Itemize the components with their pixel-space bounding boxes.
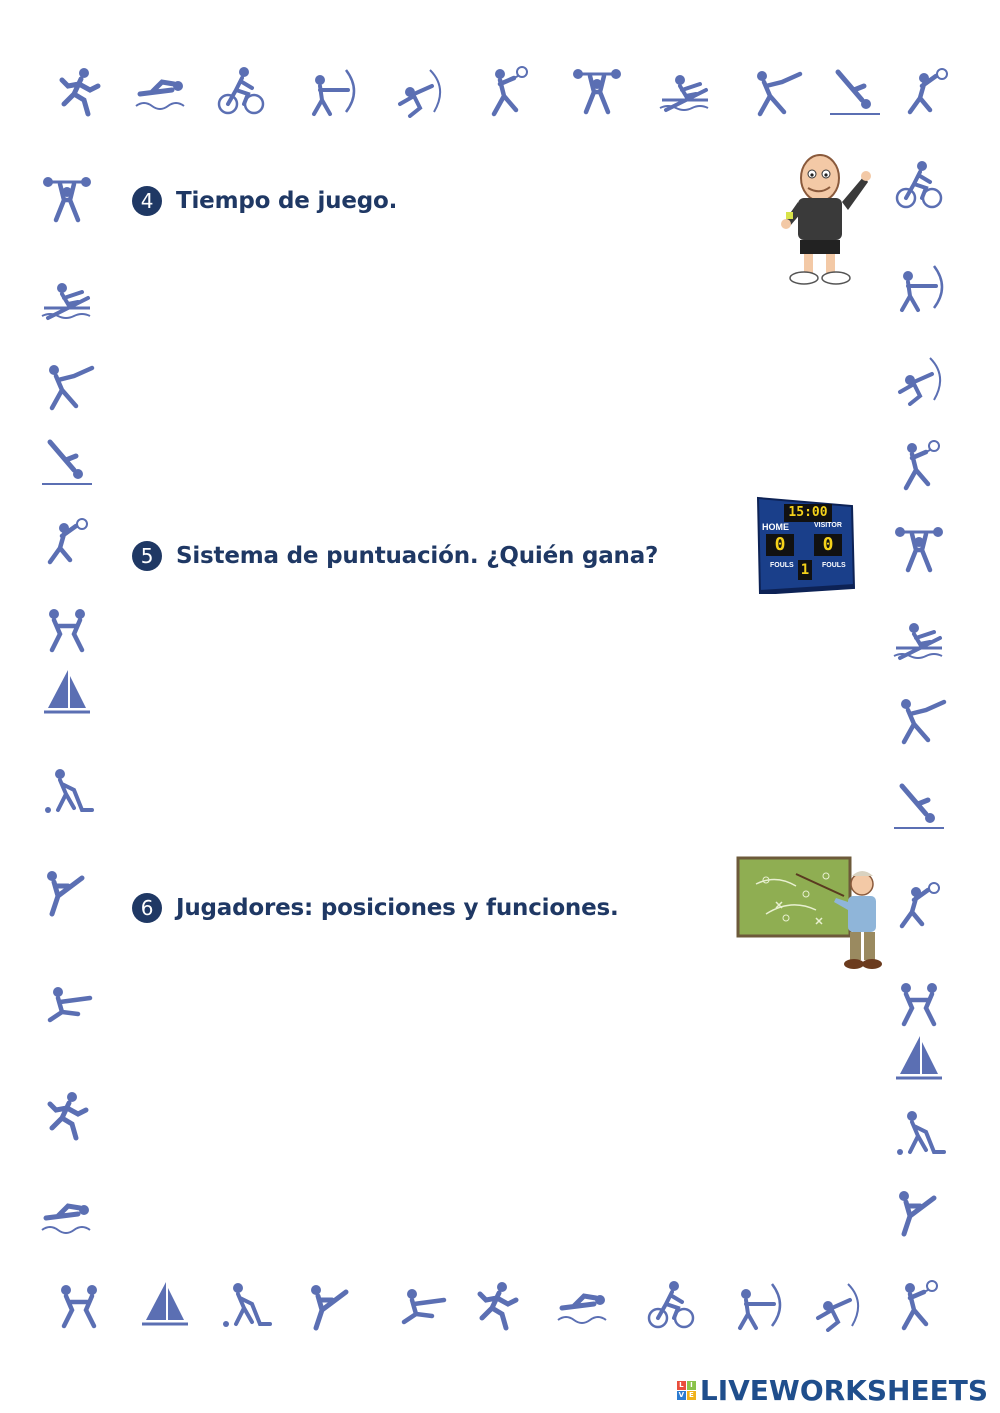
sport-pictogram-icon xyxy=(888,436,950,494)
sport-pictogram-icon xyxy=(888,258,950,316)
referee-illustration xyxy=(768,140,872,286)
sport-pictogram-icon xyxy=(390,1276,452,1334)
section-number-badge: 4 xyxy=(132,186,162,216)
section-4-heading xyxy=(132,186,397,216)
sport-pictogram-icon xyxy=(476,62,538,120)
scoreboard-period: 1 xyxy=(798,560,812,580)
sport-pictogram-icon xyxy=(36,356,98,414)
sport-pictogram-icon xyxy=(210,62,272,120)
sport-pictogram-icon xyxy=(36,170,98,228)
sport-pictogram-icon xyxy=(36,432,98,490)
sport-pictogram-icon xyxy=(36,512,98,570)
sport-pictogram-icon xyxy=(36,1086,98,1144)
scoreboard-visitor-label: VISITOR xyxy=(814,522,842,529)
section-number-badge: 5 xyxy=(132,541,162,571)
sport-pictogram-icon xyxy=(896,62,958,120)
sport-pictogram-icon xyxy=(888,776,950,834)
sport-pictogram-icon xyxy=(48,1276,110,1334)
sport-pictogram-icon xyxy=(806,1276,868,1334)
section-title: Jugadores: posiciones y funciones. xyxy=(176,895,619,921)
sport-pictogram-icon xyxy=(214,1276,276,1334)
sport-pictogram-icon xyxy=(130,62,192,120)
sport-pictogram-icon xyxy=(888,1030,950,1088)
section-6-heading xyxy=(132,893,619,923)
sport-pictogram-icon xyxy=(888,156,950,214)
section-title: Tiempo de juego. xyxy=(176,188,398,214)
liveworksheets-mark-icon: L I V E xyxy=(677,1381,696,1400)
scoreboard-fouls-label-home: FOULS xyxy=(770,562,794,569)
sport-pictogram-icon xyxy=(888,520,950,578)
sport-pictogram-icon xyxy=(726,1276,788,1334)
sport-pictogram-icon xyxy=(744,62,806,120)
sport-pictogram-icon xyxy=(888,1182,950,1240)
sport-pictogram-icon xyxy=(552,1276,614,1334)
sport-pictogram-icon xyxy=(824,62,886,120)
section-title: Sistema de puntuación. ¿Quién gana? xyxy=(176,543,659,569)
sport-pictogram-icon xyxy=(134,1276,196,1334)
sport-pictogram-icon xyxy=(888,690,950,748)
sport-pictogram-icon xyxy=(36,762,98,820)
sport-pictogram-icon xyxy=(888,876,950,934)
brand-name: LIVEWORKSHEETS xyxy=(699,1374,988,1407)
sport-pictogram-icon xyxy=(886,1276,948,1334)
sport-pictogram-icon xyxy=(388,62,450,120)
sport-pictogram-icon xyxy=(640,1276,702,1334)
sport-pictogram-icon xyxy=(300,62,362,120)
sport-pictogram-icon xyxy=(36,664,98,722)
sport-pictogram-icon xyxy=(36,600,98,658)
sport-pictogram-icon xyxy=(300,1276,362,1334)
sport-pictogram-icon xyxy=(888,350,950,408)
sport-pictogram-icon xyxy=(566,62,628,120)
sport-pictogram-icon xyxy=(36,1186,98,1244)
sport-pictogram-icon xyxy=(654,62,716,120)
sport-pictogram-icon xyxy=(48,62,110,120)
scoreboard-illustration xyxy=(756,496,856,594)
sport-pictogram-icon xyxy=(36,862,98,920)
scoreboard-clock: 15:00 xyxy=(784,504,832,522)
scoreboard-fouls-label-visitor: FOULS xyxy=(822,562,846,569)
liveworksheets-logo xyxy=(677,1374,988,1407)
scoreboard-home-score: 0 xyxy=(766,534,794,556)
sport-pictogram-icon xyxy=(466,1276,528,1334)
sport-pictogram-icon xyxy=(36,974,98,1032)
section-number-badge: 6 xyxy=(132,893,162,923)
scoreboard-visitor-score: 0 xyxy=(814,534,842,556)
sport-pictogram-icon xyxy=(36,270,98,328)
scoreboard-home-label: HOME xyxy=(762,522,789,532)
section-5-heading xyxy=(132,541,658,571)
sport-pictogram-icon xyxy=(888,610,950,668)
sport-pictogram-icon xyxy=(888,974,950,1032)
coach-tactics-board-illustration xyxy=(736,854,882,972)
sport-pictogram-icon xyxy=(888,1104,950,1162)
